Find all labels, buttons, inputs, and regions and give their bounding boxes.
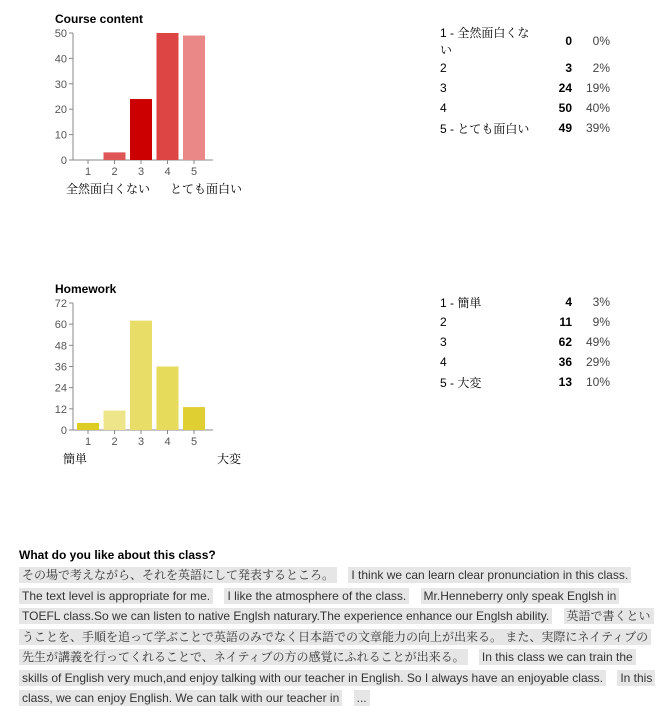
answer-item: 英語で書くということを、手順を追って学ぶことで英語のみでなく日本語での文章能力の向上が出来る。 また、実際にネイティブの先生が講義を行ってくれることで、ネイティブの方の感覚にふれることが出来る。: [19, 608, 654, 665]
question-title: What do you like about this class?: [19, 548, 216, 562]
stats-row: [440, 78, 610, 98]
y-tick-label: 0: [60, 155, 67, 167]
y-tick-label: 36: [54, 361, 67, 374]
stats-row: [440, 58, 610, 78]
bar: [130, 99, 152, 160]
stats-row: [440, 312, 610, 332]
bar: [183, 407, 205, 430]
stats-percent: 10%: [585, 375, 610, 389]
stats-row: [440, 332, 610, 352]
answer-item: ...: [354, 690, 370, 706]
bar: [77, 423, 99, 430]
x-tick-label: 4: [164, 436, 171, 448]
stats-label: 1 - 簡単: [440, 295, 482, 310]
stats-count: 36: [558, 355, 572, 369]
stats-percent: 0%: [592, 34, 610, 48]
stats-count: 62: [558, 335, 572, 349]
answer-item: その場で考えながら、それを英語にして発表するところ。: [19, 567, 337, 583]
answer-item: The text level is appropriate for me.: [19, 588, 213, 604]
x-tick-label: 4: [164, 166, 171, 178]
scale-high-label: 大変: [217, 452, 242, 466]
bar: [104, 152, 126, 160]
homework-stats-table: [440, 292, 610, 392]
stats-row: [440, 352, 610, 372]
x-tick-label: 3: [137, 436, 145, 448]
y-tick-label: 0: [60, 425, 67, 437]
stats-count: 3: [565, 61, 572, 75]
x-tick-label: 5: [190, 166, 198, 178]
stats-label: 1 - 全然面白くない: [440, 26, 530, 57]
answer-item: Mr.Henneberry only speak Englsh in TOEFL class.So we can listen to native Englsh naturary.The experience enhance our Englsh ability.: [19, 588, 619, 625]
bar: [104, 411, 126, 430]
scale-low-label: 簡単: [63, 452, 88, 466]
stats-percent: 9%: [592, 315, 610, 329]
scale-low-label: 全然面白くない: [66, 182, 151, 196]
homework-bar-chart: [35, 298, 255, 458]
y-tick-label: 60: [54, 319, 67, 332]
answer-item: I think we can learn clear pronunciation in this class.: [348, 567, 631, 583]
y-tick-label: 40: [54, 53, 67, 66]
bar: [157, 367, 179, 431]
x-tick-label: 2: [111, 436, 118, 448]
stats-row: [440, 372, 610, 392]
stats-label: 2: [440, 315, 447, 329]
x-tick-label: 1: [84, 436, 92, 448]
stats-count: 49: [558, 121, 572, 135]
chart-title: Course content: [55, 12, 144, 26]
stats-count: 11: [559, 315, 572, 329]
y-tick-label: 48: [54, 340, 67, 353]
stats-count: 24: [558, 81, 572, 95]
course-content-bar-chart: [35, 28, 255, 188]
answer-item: In this class, we can enjoy English. We can talk with our teacher in: [19, 670, 655, 707]
stats-label: 5 - 大変: [440, 375, 482, 390]
x-tick-label: 2: [111, 166, 118, 178]
stats-row: [440, 292, 610, 312]
answers-list: [19, 565, 655, 709]
stats-percent: 29%: [585, 355, 610, 369]
x-tick-label: 1: [84, 166, 92, 178]
stats-label: 4: [440, 355, 447, 369]
bar: [183, 36, 205, 160]
bar: [157, 33, 179, 160]
answer-item: I like the atmosphere of the class.: [224, 588, 409, 604]
x-tick-label: 5: [190, 436, 198, 448]
course-content-stats-table: [440, 24, 610, 138]
stats-percent: 40%: [585, 101, 610, 115]
scale-high-label: とても面白い: [170, 182, 243, 196]
stats-count: 50: [558, 101, 572, 115]
stats-percent: 3%: [592, 295, 610, 309]
stats-row: [440, 118, 610, 138]
bar: [130, 321, 152, 430]
stats-row: [440, 98, 610, 118]
homework-section: [0, 270, 662, 470]
stats-percent: 49%: [585, 335, 610, 349]
stats-percent: 19%: [585, 81, 610, 95]
stats-row: [440, 24, 610, 58]
stats-label: 3: [440, 81, 447, 95]
stats-count: 4: [565, 295, 572, 309]
course-content-section: [0, 0, 662, 250]
y-tick-label: 30: [54, 78, 67, 91]
stats-label: 2: [440, 61, 447, 75]
y-tick-label: 72: [54, 298, 67, 310]
stats-count: 13: [558, 375, 572, 389]
stats-label: 3: [440, 335, 447, 349]
answer-item: In this class we can train the skills of English very much,and enjoy talking with our teacher in English. So I always have an enjoyable class.: [19, 649, 636, 686]
y-tick-label: 12: [54, 403, 67, 416]
stats-label: 5 - とても面白い: [440, 121, 530, 136]
x-tick-label: 3: [137, 166, 145, 178]
stats-label: 4: [440, 101, 447, 115]
stats-count: 0: [565, 34, 572, 48]
stats-percent: 2%: [592, 61, 610, 75]
y-tick-label: 10: [54, 129, 67, 142]
y-tick-label: 50: [54, 28, 67, 40]
y-tick-label: 20: [54, 104, 67, 117]
stats-percent: 39%: [585, 121, 610, 135]
y-tick-label: 24: [54, 382, 67, 395]
chart-title: Homework: [55, 282, 117, 296]
